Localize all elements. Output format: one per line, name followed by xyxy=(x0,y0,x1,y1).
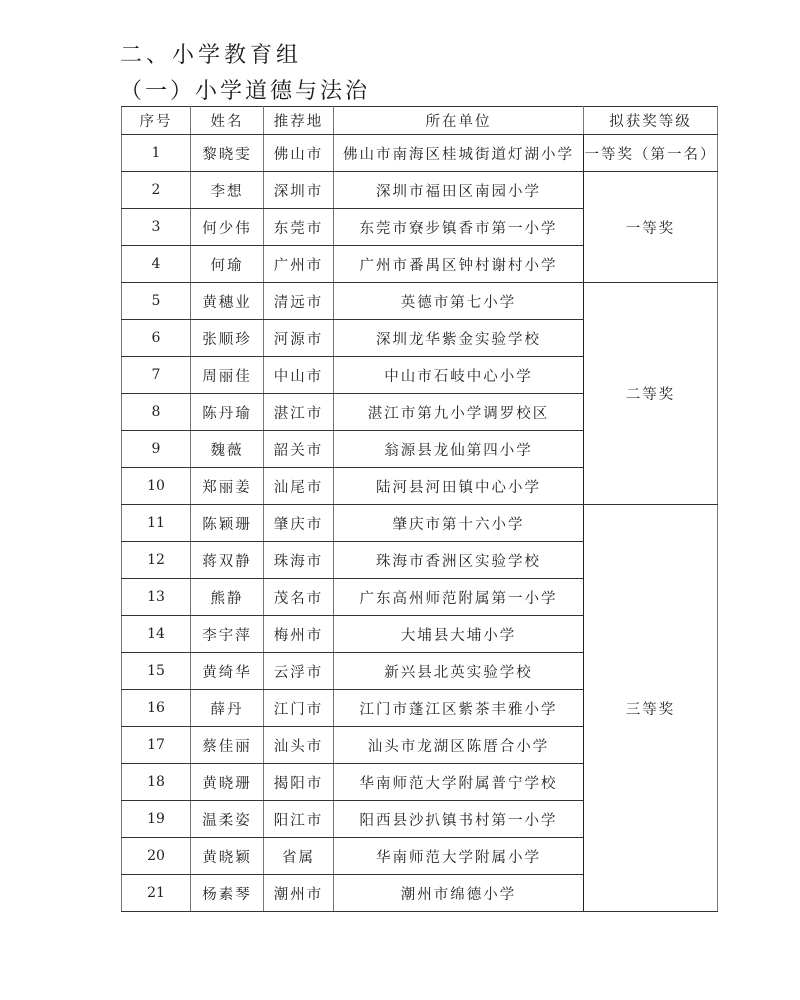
row-number: 12 xyxy=(122,542,191,579)
row-city: 东莞市 xyxy=(264,209,334,246)
row-city: 汕头市 xyxy=(264,727,334,764)
row-city: 云浮市 xyxy=(264,653,334,690)
row-city: 中山市 xyxy=(264,357,334,394)
header-unit: 所在单位 xyxy=(334,107,584,135)
header-name: 姓名 xyxy=(191,107,264,135)
row-number: 21 xyxy=(122,875,191,912)
row-unit: 肇庆市第十六小学 xyxy=(334,505,584,542)
row-unit: 新兴县北英实验学校 xyxy=(334,653,584,690)
row-city: 肇庆市 xyxy=(264,505,334,542)
row-number: 7 xyxy=(122,357,191,394)
row-name: 黄穗业 xyxy=(191,283,264,320)
row-city: 江门市 xyxy=(264,690,334,727)
row-name: 薛丹 xyxy=(191,690,264,727)
row-number: 19 xyxy=(122,801,191,838)
row-number: 18 xyxy=(122,764,191,801)
header-award: 拟获奖等级 xyxy=(584,107,718,135)
row-number: 8 xyxy=(122,394,191,431)
row-unit: 汕头市龙湖区陈厝合小学 xyxy=(334,727,584,764)
row-name: 李宇萍 xyxy=(191,616,264,653)
row-city: 湛江市 xyxy=(264,394,334,431)
row-unit: 佛山市南海区桂城街道灯湖小学 xyxy=(334,135,584,172)
row-name: 陈丹瑜 xyxy=(191,394,264,431)
row-number: 15 xyxy=(122,653,191,690)
row-unit: 大埔县大埔小学 xyxy=(334,616,584,653)
row-name: 温柔姿 xyxy=(191,801,264,838)
row-city: 深圳市 xyxy=(264,172,334,209)
row-name: 黄晓珊 xyxy=(191,764,264,801)
row-number: 6 xyxy=(122,320,191,357)
row-unit: 广州市番禺区钟村谢村小学 xyxy=(334,246,584,283)
row-unit: 广东高州师范附属第一小学 xyxy=(334,579,584,616)
header-city: 推荐地 xyxy=(264,107,334,135)
row-city: 佛山市 xyxy=(264,135,334,172)
row-name: 蒋双静 xyxy=(191,542,264,579)
row-number: 3 xyxy=(122,209,191,246)
row-number: 4 xyxy=(122,246,191,283)
subsection-title: （一）小学道德与法治 xyxy=(120,79,371,104)
award-table xyxy=(121,106,718,912)
row-name: 黄晓颖 xyxy=(191,838,264,875)
row-number: 20 xyxy=(122,838,191,875)
award-level-cell: 一等奖（第一名） xyxy=(584,135,718,172)
row-number: 16 xyxy=(122,690,191,727)
row-city: 茂名市 xyxy=(264,579,334,616)
row-city: 韶关市 xyxy=(264,431,334,468)
row-name: 杨素琴 xyxy=(191,875,264,912)
table-row xyxy=(122,172,718,209)
row-number: 17 xyxy=(122,727,191,764)
row-name: 何少伟 xyxy=(191,209,264,246)
table-row xyxy=(122,135,718,172)
row-number: 14 xyxy=(122,616,191,653)
award-level-cell: 二等奖 xyxy=(584,283,718,505)
row-name: 熊静 xyxy=(191,579,264,616)
row-name: 黄绮华 xyxy=(191,653,264,690)
row-city: 清远市 xyxy=(264,283,334,320)
header-no: 序号 xyxy=(122,107,191,135)
row-unit: 江门市蓬江区紫茶丰雅小学 xyxy=(334,690,584,727)
row-city: 省属 xyxy=(264,838,334,875)
row-number: 10 xyxy=(122,468,191,505)
row-unit: 华南师范大学附属普宁学校 xyxy=(334,764,584,801)
table-row xyxy=(122,505,718,542)
row-unit: 深圳市福田区南园小学 xyxy=(334,172,584,209)
award-level-cell: 一等奖 xyxy=(584,172,718,283)
row-unit: 英德市第七小学 xyxy=(334,283,584,320)
row-number: 5 xyxy=(122,283,191,320)
row-number: 2 xyxy=(122,172,191,209)
row-unit: 翁源县龙仙第四小学 xyxy=(334,431,584,468)
row-name: 陈颖珊 xyxy=(191,505,264,542)
row-name: 张顺珍 xyxy=(191,320,264,357)
row-city: 河源市 xyxy=(264,320,334,357)
row-unit: 陆河县河田镇中心小学 xyxy=(334,468,584,505)
row-city: 阳江市 xyxy=(264,801,334,838)
award-level-cell: 三等奖 xyxy=(584,505,718,912)
row-city: 广州市 xyxy=(264,246,334,283)
row-number: 9 xyxy=(122,431,191,468)
row-city: 梅州市 xyxy=(264,616,334,653)
row-number: 1 xyxy=(122,135,191,172)
row-name: 魏薇 xyxy=(191,431,264,468)
row-unit: 阳西县沙扒镇书村第一小学 xyxy=(334,801,584,838)
table-row xyxy=(122,283,718,320)
row-number: 13 xyxy=(122,579,191,616)
row-city: 揭阳市 xyxy=(264,764,334,801)
row-name: 蔡佳丽 xyxy=(191,727,264,764)
row-unit: 华南师范大学附属小学 xyxy=(334,838,584,875)
row-unit: 东莞市寮步镇香市第一小学 xyxy=(334,209,584,246)
row-unit: 深圳龙华紫金实验学校 xyxy=(334,320,584,357)
row-name: 黎晓雯 xyxy=(191,135,264,172)
row-city: 汕尾市 xyxy=(264,468,334,505)
table-body xyxy=(122,135,718,912)
row-name: 周丽佳 xyxy=(191,357,264,394)
row-name: 李想 xyxy=(191,172,264,209)
row-unit: 中山市石岐中心小学 xyxy=(334,357,584,394)
row-name: 郑丽姜 xyxy=(191,468,264,505)
row-name: 何瑜 xyxy=(191,246,264,283)
row-city: 珠海市 xyxy=(264,542,334,579)
row-unit: 潮州市绵德小学 xyxy=(334,875,584,912)
row-unit: 珠海市香洲区实验学校 xyxy=(334,542,584,579)
row-city: 潮州市 xyxy=(264,875,334,912)
row-number: 11 xyxy=(122,505,191,542)
row-unit: 湛江市第九小学调罗校区 xyxy=(334,394,584,431)
section-title: 二、小学教育组 xyxy=(120,43,303,68)
table-header-row xyxy=(122,107,718,135)
